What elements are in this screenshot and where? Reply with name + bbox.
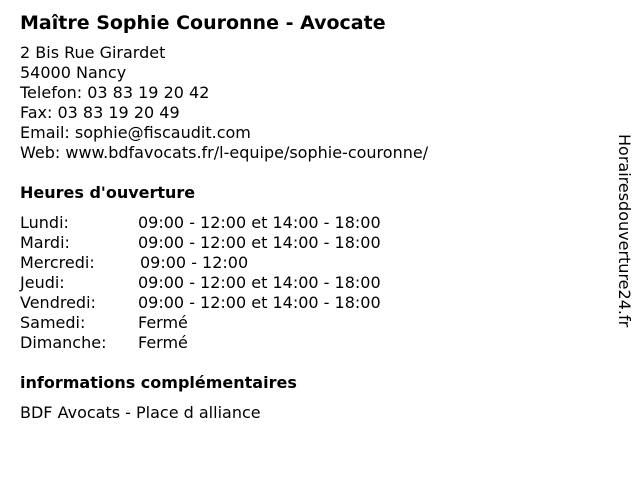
site-watermark <box>614 134 634 374</box>
day-hours: 09:00 - 12:00 et 14:00 - 18:00 <box>138 213 381 232</box>
contact-block <box>20 43 428 163</box>
day-hours: 09:00 - 12:00 et 14:00 - 18:00 <box>138 273 381 292</box>
day-hours: 09:00 - 12:00 <box>140 253 249 272</box>
day-label: Jeudi: <box>20 273 65 292</box>
email-line: Email: sophie@fiscaudit.com <box>20 123 251 142</box>
address-city: 54000 Nancy <box>20 63 127 82</box>
fax-line: Fax: 03 83 19 20 49 <box>20 103 180 122</box>
address-street: 2 Bis Rue Girardet <box>20 43 166 62</box>
day-hours: 09:00 - 12:00 et 14:00 - 18:00 <box>138 293 381 312</box>
page-title: Maître Sophie Couronne - Avocate <box>20 12 386 34</box>
day-label: Dimanche: <box>20 333 107 352</box>
web-line: Web: www.bdfavocats.fr/l-equipe/sophie-couronne/ <box>20 143 429 162</box>
day-label: Lundi: <box>20 213 69 232</box>
hours-heading: Heures d'ouverture <box>20 183 196 202</box>
extra-info-heading: informations complémentaires <box>20 373 297 392</box>
phone-line: Telefon: 03 83 19 20 42 <box>20 83 210 102</box>
day-label: Mardi: <box>20 233 70 252</box>
day-label: Vendredi: <box>20 293 96 312</box>
day-hours: Fermé <box>138 313 188 332</box>
day-label: Samedi: <box>20 313 86 332</box>
extra-info-text: BDF Avocats - Place d alliance <box>20 403 261 422</box>
day-hours: Fermé <box>138 333 188 352</box>
day-hours: 09:00 - 12:00 et 14:00 - 18:00 <box>138 233 381 252</box>
day-label: Mercredi: <box>20 253 95 272</box>
watermark-text: Horairesdouverture24.fr <box>615 134 634 328</box>
